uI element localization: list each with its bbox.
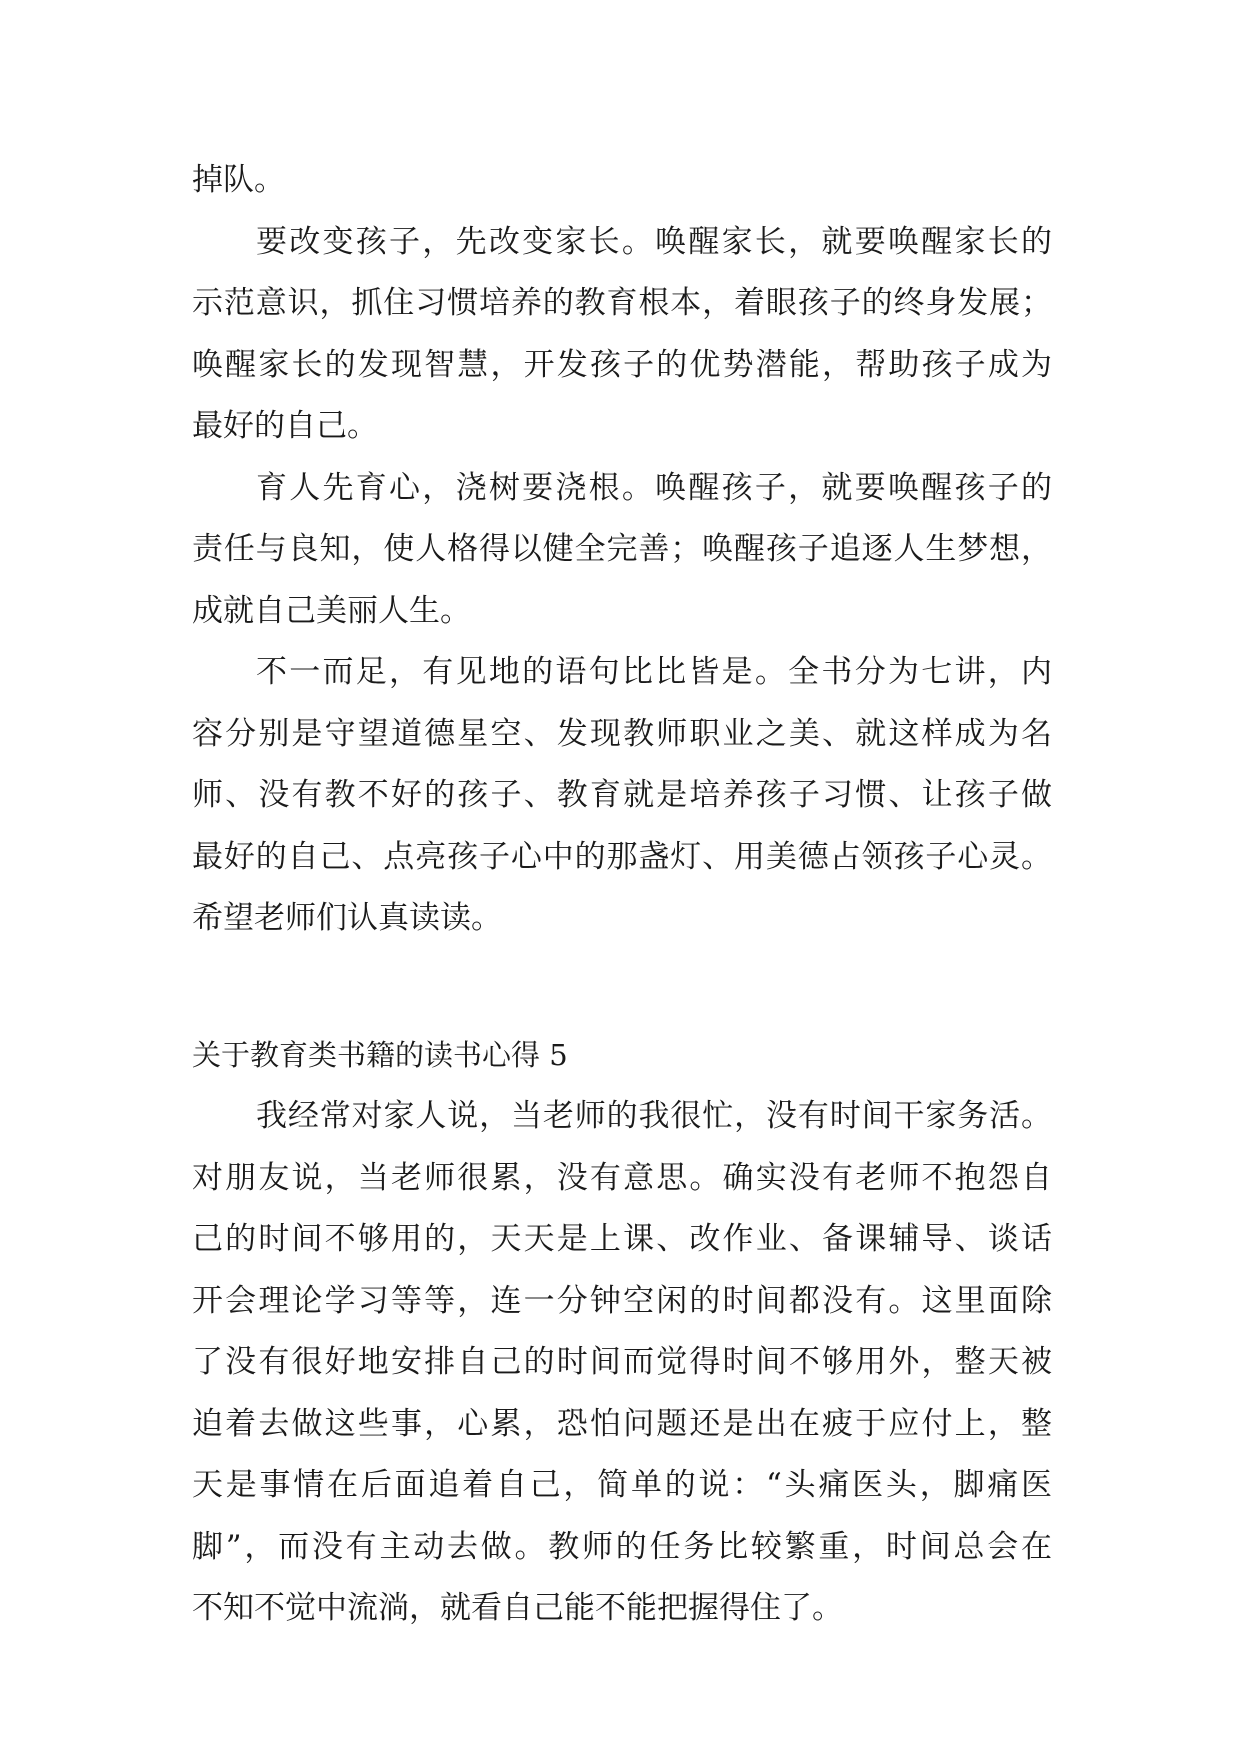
paragraph xyxy=(192,1086,1052,1640)
text-line: 了没有很好地安排自己的时间而觉得时间不够用外，整天被 xyxy=(192,1344,1052,1380)
text-line: 不一而足，有见地的语句比比皆是。全书分为七讲，内 xyxy=(256,654,1052,690)
document-page xyxy=(192,150,1052,1640)
text-line: 希望老师们认真读读。 xyxy=(192,900,502,936)
text-line: 最好的自己、点亮孩子心中的那盏灯、用美德占领孩子心灵。 xyxy=(192,838,1052,875)
text-line: 脚”，而没有主动去做。教师的任务比较繁重，时间总会在 xyxy=(192,1528,1052,1565)
text-line: 成就自己美丽人生。 xyxy=(192,592,471,629)
text-line: 责任与良知，使人格得以健全完善；唤醒孩子追逐人生梦想， xyxy=(192,531,1052,567)
text-line: 师、没有教不好的孩子、教育就是培养孩子习惯、让孩子做 xyxy=(192,777,1052,813)
text-line: 不知不觉中流淌，就看自己能不能把握得住了。 xyxy=(192,1590,843,1626)
text-line: 迫着去做这些事，心累，恐怕问题还是出在疲于应付上，整 xyxy=(192,1405,1052,1442)
text-line: 天是事情在后面追着自己，简单的说：“头痛医头，脚痛医 xyxy=(192,1467,1052,1503)
text-line: 最好的自己。 xyxy=(192,408,378,444)
paragraph xyxy=(192,458,1052,643)
section-heading: 关于教育类书籍的读书心得 5 xyxy=(192,1037,568,1072)
paragraph xyxy=(192,642,1052,950)
text-line: 育人先育心，浇树要浇根。唤醒孩子，就要唤醒孩子的 xyxy=(256,469,1052,506)
paragraph xyxy=(192,212,1052,458)
section-tail xyxy=(192,150,1052,212)
text-line: 示范意识，抓住习惯培养的教育根本，着眼孩子的终身发展； xyxy=(192,285,1052,321)
text-line: 对朋友说，当老师很累，没有意思。确实没有老师不抱怨自 xyxy=(192,1159,1052,1196)
text-line: 容分别是守望道德星空、发现教师职业之美、就这样成为名 xyxy=(192,715,1052,752)
text-line: 己的时间不够用的，天天是上课、改作业、备课辅导、谈话 xyxy=(192,1221,1052,1257)
text-line: 唤醒家长的发现智慧，开发孩子的优势潜能，帮助孩子成为 xyxy=(192,346,1052,383)
text-line: 掉队。 xyxy=(192,162,285,198)
text-line: 要改变孩子，先改变家长。唤醒家长，就要唤醒家长的 xyxy=(256,223,1052,260)
section-gap xyxy=(192,950,1052,1025)
text-line: 开会理论学习等等，连一分钟空闲的时间都没有。这里面除 xyxy=(192,1282,1052,1319)
text-line: 我经常对家人说，当老师的我很忙，没有时间干家务活。 xyxy=(256,1098,1052,1134)
